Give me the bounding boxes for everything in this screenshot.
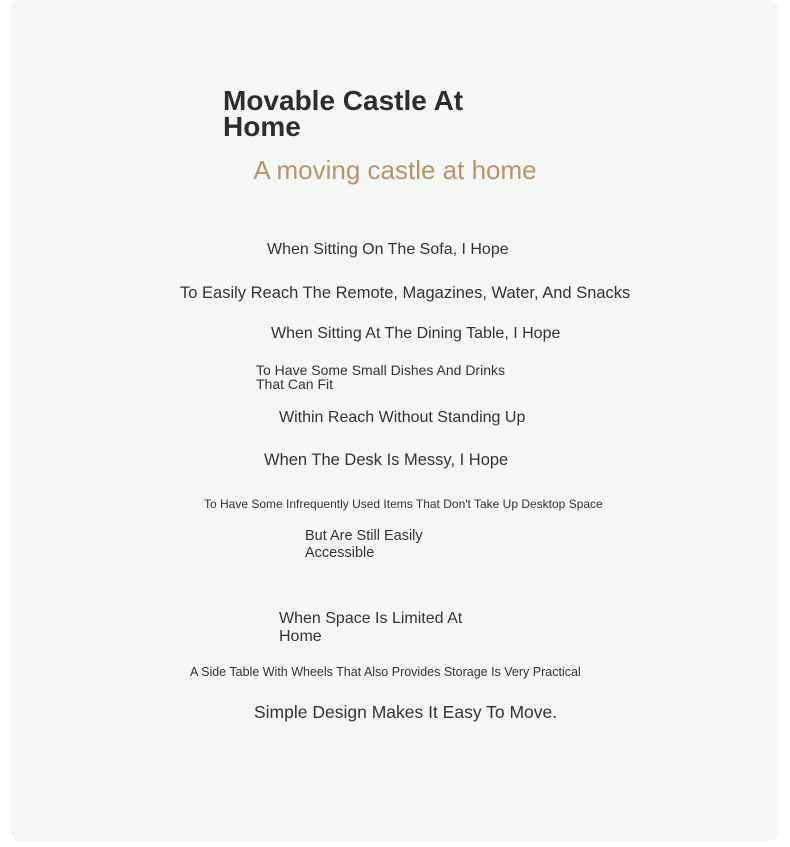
space-heading: When Space Is Limited At Home [279, 610, 463, 645]
dining-heading: When Sitting At The Dining Table, I Hope [271, 325, 561, 342]
desk-description: To Have Some Infrequently Used Items That Don't Take Up Desktop Space [204, 497, 603, 511]
desk-heading: When The Desk Is Messy, I Hope [264, 451, 509, 469]
desk-description-continued: But Are Still Easily Accessible [305, 528, 423, 561]
space-description: A Side Table With Wheels That Also Provides Storage Is Very Practical [190, 665, 581, 679]
page-subtitle: A moving castle at home [253, 155, 537, 185]
dining-description: To Have Some Small Dishes And Drinks That Can Fit [256, 362, 505, 392]
page-title: Movable Castle At Home [223, 85, 464, 142]
sofa-description: To Easily Reach The Remote, Magazines, Water, And Snacks [180, 284, 631, 302]
dining-description-continued: Within Reach Without Standing Up [279, 409, 526, 426]
sofa-heading: When Sitting On The Sofa, I Hope [267, 241, 509, 258]
design-summary: Simple Design Makes It Easy To Move. [254, 702, 558, 722]
